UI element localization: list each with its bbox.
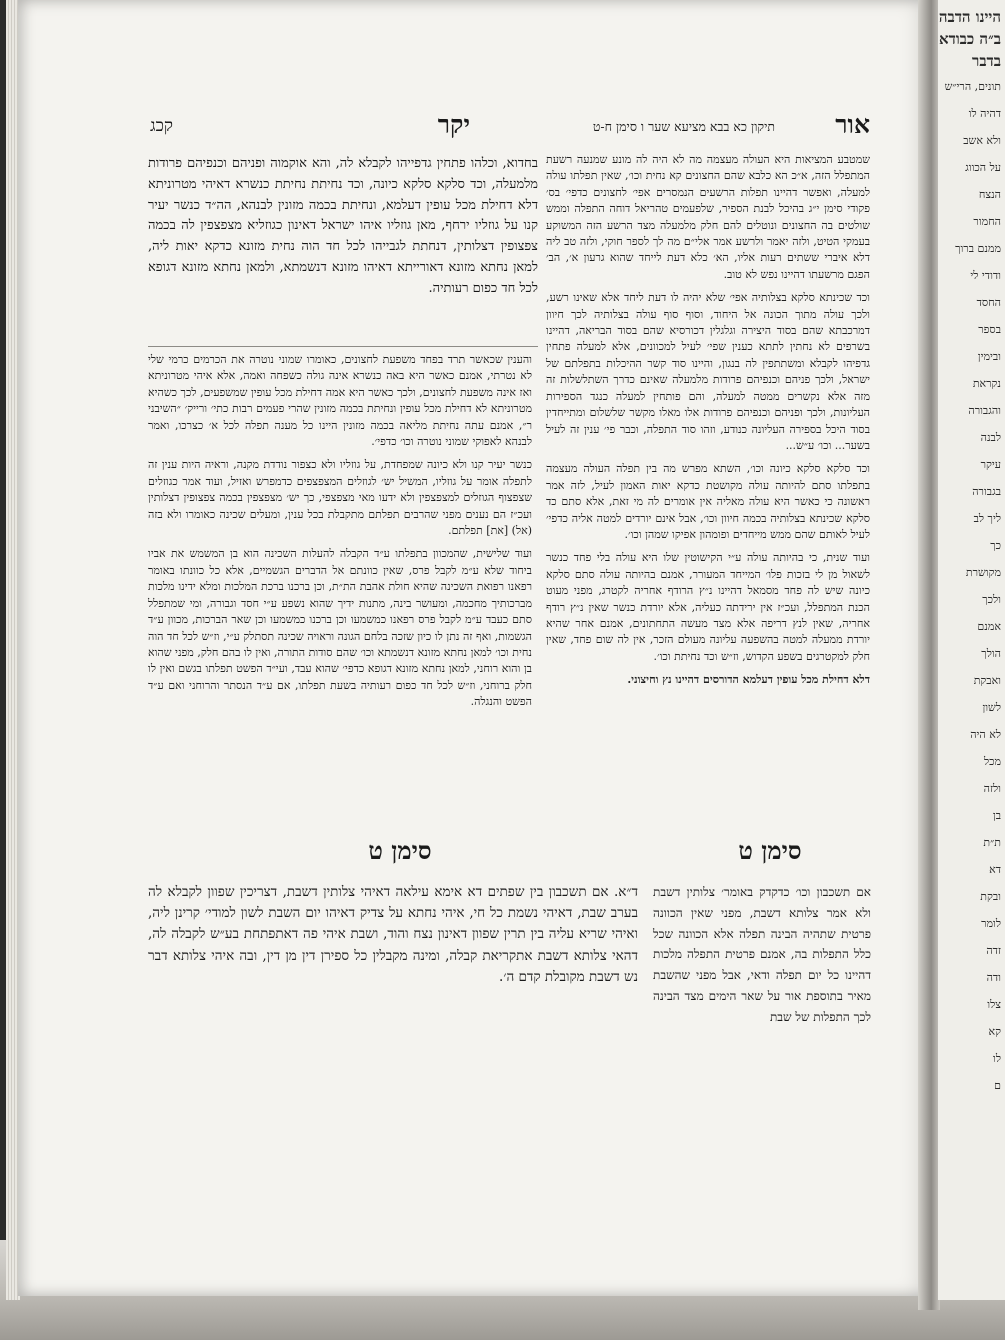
right-page-text-fragment: הנצח <box>978 188 1001 201</box>
right-page-text-fragment: לא היה <box>970 728 1001 741</box>
right-page-text-fragment: ודודי לי <box>970 269 1001 282</box>
right-page-text-fragment: בספר <box>978 323 1001 336</box>
page-header <box>150 112 870 146</box>
right-page-text-fragment: ובקת <box>980 890 1001 903</box>
right-page-text-fragment: הולך <box>981 647 1001 660</box>
right-page-text-fragment: עיקר <box>980 458 1001 471</box>
right-page-text-fragment: בן <box>992 809 1001 822</box>
commentary-paragraph: דלא דחילת מכל עופין דעלמא הדורסים דהיינו נץ וחיצוני. <box>627 673 870 687</box>
commentary-paragraph: כנשר יעיר קנו ולא כיונה שמפחדת, על גוזליו ולא כצפור נודדת מקנה, וראיה היות ענין זה לתפלה אומר על גוזליו, המשיל יש׳ לגוזלים המצפצפים כדמפרש ואזיל, ועוד אמר כגוזלים שצפצוף הגוזלים למצפצפין ולא ידעו מאי מצפצפי, כך יש׳ מצפצפין בכמה צפצופין דצלותין ועכ״ז הם נענים מפני שהרבים תפלתם מתקבלת בכל ענין, ומעלים שכינה כאומרו ולא בזה (אל) [את] תפלתם. <box>148 458 532 538</box>
commentary-paragraph: וכד שכינתא סלקא בצלותיה אפי׳ שלא יהיה לו דעת ליחד אלא שאינו רשע, ולכך עולה מתוך הכונה אל היחוד, וסוף סוף עולה בצלותיה לכך חיוון דמרכבתא שהם בסוד היצירה וגלגלין דכורסיא שהם בסוד הבריאה, דהיינו בשרפים לא נחתין לתתא כענין שפי׳ לעיל למכוונים, אלא למעלה פתחין גדפיהו לקבלא ומשתתפין לה בנגון, והיינו סוד קשר ההיכלות בתפלתם של ישראל, ולכך פניהם וכנפיהם פרודות מלמעלה שאינם כדרך השתלשלות זה מזה אלא נקשרים ממטה למעלה, והם פותחין למעלה כנגד הספירות העליונות, ולכך ופניהם וכנפיהם פרודות אלו מאלו מקשר שלשלום ומתייחדין בסוד היכל בספירה העליונה כנודע, וזהו סוד התפלה, וכבר פי׳ ענין זה לעיל בשער... וכו׳ ע״ש... <box>546 291 870 452</box>
zohar-main-text: בחדוא, וכלהו פתחין גדפייהו לקבלא לה, והא אוקמוה ופניהם וכנפיהם פרודות מלמעלה, וכד סלקא סלקא כיונה, וכד נחיתת נחיתת כנשרא דאיהי מטרוניתא דלא דחילת מכל עופין דעלמא, ונחיתת בכמה מזונין לבנהא, הה״ד כנשר יעיר קנו על גוזליו ירחף, מאן גוזליו איהו ישראל דאינון כגוזליא מצפצפין לה בכמה צפצופין דצלותין, דנחתת לגבייהו לכל חד הוה נחית מזונא כדקא יאות ליה, למאן נחתא מזונא דאורייתא דאיהו מזונא דנשמתא, ולמאן נחתא מזונא דגופא לכל חד כפום רעותיה. <box>148 156 538 296</box>
right-page-text-fragment: לבנה <box>980 431 1001 444</box>
right-page-text-fragment: קא <box>988 1025 1001 1038</box>
right-page-text-fragment: והגבורה <box>968 404 1001 417</box>
commentary-paragraph: ועוד שנית, כי בהיותה עולה ע״י הקישוטין שלו היא עולה בלי פחד כנשר לשאול מן לי בזכות פלו׳ המייחד המעורר, אמנם בהיותה עולה סתם סלקא כיונה שיש לה פחד מסמאל דהיינו נ״ץ הרודף אחריה לקטרג, מפני מעוט הכנת המתפלל, ועכ״ז אין ירידתה כעליה, אלא יורדת כנשר שאין נ״ץ רודף אחריה, שאין לנץ דריפה אלא מצד מעשה התחתונים, אמנם אחר שהיא יורדת ממעלה למטה בהשפעה עליונה מעולם הזכר, אין לה שום פחד, שאין חלק למקטרגים בשפע הקדוש, וז״ש וכד נחיתת וכו׳. <box>546 551 870 663</box>
right-page-text-fragment: תונים, הרי״ש <box>944 80 1001 93</box>
section-heading-left: סימן ט <box>368 836 432 865</box>
commentary-bottom-text: אם תשכבון וכו׳ כדקדק באומר׳ צלותין דשבת ולא אמר צלותא דשבת, מפני שאין הכוונה פרטית שתהיה הבינה תפלה אלא הכוונה שכל כלל התפלות בה, אמנם פרטית התפלה מלכות דהיינו כל יום תפלה ודאי, אבל מפני שהשבת מאיר בתוספת אור על שאר הימים מצד הבינה לכך התפלות של שבת <box>653 885 871 1024</box>
right-page-text-fragment: ואבקת <box>973 674 1001 687</box>
header-title-or: אור <box>835 110 870 139</box>
right-page-text-fragment: ולכך <box>982 593 1001 606</box>
right-page-text-fragment: מקושרת <box>965 566 1001 579</box>
right-page-text-fragment: ודה <box>986 971 1001 984</box>
right-page-text-fragment: כך <box>990 539 1001 552</box>
divider-main-text <box>148 346 538 347</box>
header-section-reference: תיקון כא בבא מציעא שער ו סימן ח-ט <box>592 119 775 134</box>
right-page-text-fragment: לו <box>993 1052 1001 1065</box>
book-gutter <box>918 0 940 1310</box>
right-page-fragment <box>938 0 1005 1300</box>
commentary-column-right <box>546 152 870 696</box>
right-page-text-fragment: על הכווג <box>965 161 1001 174</box>
right-page-text-fragment: ולא אשב <box>963 134 1001 147</box>
right-page-text-fragment: זדה <box>986 944 1001 957</box>
right-page-text-fragment: בדבר <box>971 52 1001 70</box>
right-page-text-fragment: בגבורה <box>972 485 1001 498</box>
right-page-text-fragment: לשון <box>982 701 1001 714</box>
commentary-paragraph: והענין שכאשר תרד בפחד משפעת לחצונים, כאומרו שמוני נוטרה את הכרמים כרמי שלי לא נטרתי, אמנם כאשר היא באה כנשרא אינה גולה כשפחה ואמה, אלא איהי מטרוניתא ואז אינה משפעת לחצונים, ולכך כאשר היא אמה דחילת מכל עופין שמשפעים, לכך כשהיא מטרוניתא לא דחילת מכל עופין ונחיתת בכמה מזונין שהרי פעמים רבות כתי׳ ורייק׳ ״השיבני ר״, אמנם עתה נחיתת מליאה בכמה מזונין היינו כל מענה תפלה לכל א׳ כצרכו, ואמר לבנהא לאפוקי שמוני נוטרה וכו׳ כדפי׳. <box>148 353 532 449</box>
right-page-text-fragment: ב״ה כבודא <box>938 30 1001 48</box>
right-page-text-fragment: ולזה <box>983 782 1001 795</box>
right-page-text-fragment: החמור <box>973 215 1001 228</box>
right-page-text-fragment: ת״ת <box>983 836 1001 849</box>
right-page-text-fragment: ם <box>994 1079 1001 1092</box>
page-number: קכג <box>150 116 174 136</box>
zohar-bottom-text: ד״א. אם תשכבון בין שפתים דא אימא עילאה דאיהי צלותין דשבת, דצריכין שפוון לקבלא לה בערב שבת, דאיהי נשמת כל חי, איהי נחתא על צדיק דאיהו יום השבת לשון למודי׳ קרינן ליה, ואיהי שריא עליה בין תרין שפוון דאינון נצח והוד, ושבת איהי פה דאתפתחת בע״ש לקבלה לה, דהאי צלותא דשבת אתקריאת קבלה, ומינה מקבלין כל ספירן דין מן דין, ובה איהי צלותא דבר נש דשבת מקובלת קדם ה׳. <box>148 884 638 985</box>
right-page-text-fragment: צלו <box>987 998 1001 1011</box>
right-page-text-fragment: נקראת <box>972 377 1001 390</box>
right-page-text-fragment: היינו הדבה <box>938 8 1001 26</box>
right-page-text-fragment: ממנם ברוך <box>955 242 1001 255</box>
right-page-text-fragment: החסד <box>976 296 1001 309</box>
right-page-text-fragment: ליך לב <box>973 512 1001 525</box>
header-title-yakar: יקר <box>437 110 470 139</box>
commentary-paragraph: שמטבע המציאות היא העולה מעצמה מה לא היה לה מונע שמנעה רשעת המתפלל הזה, א״כ הא כלבא שהם החצונים קא נחית וכו׳, שאין תפלתו עולה למעלה, ואפשר דהיינו תפלות הרשעים הנמסרים אפי׳ לחצונים כדפי׳ בס׳ פקודי סימן י״ג בהיכל לבנת הספיר, שלפעמים טהריאל דוחה התפלה וממש שולטים בה החצונים ונוטלים להם חלק מלמעלה מצד הרשע הזה המשוקע בעמקי הטיט, ולזה יאמר ולרשע אמר אלי״ם מה לך לספר חוקי, ולזה טב ליה דלא איברי ששתים רעות אליו, הא׳ כלא דעת לייחד שהוא גרעון א׳, הב׳ הפגם מרשעתו דהיינו נפש לא טוב. <box>546 153 870 281</box>
commentary-paragraph: ועוד שלישית, שהמכוון בתפלתו ע״ד הקבלה להעלות השכינה הוא בן המשמש את אביו ביחוד שלא ע״מ לקבל פרס, שאין כוונתם אל הדברים הגשמיים, אלא כל כוונתו באומר רפאנו רפואת השכינה שהיא חולת אהבת הת״ת, וכן ברכנו ברכת המלכות ומלא ידינו מלכות מברכותיך מחכמה, ומעושר בינה, מתנות ידיך שהוא נשפע ע״י חסד וגבורה, ומי שמתפלל סתם כעבד ע״מ לקבל פרס רפאנו כמשמעו וכן ברכנו כמשמעו וכן שאר הברכות, מכוון ע״ד הגשמות, ואף זה נתן לו כיון שזכה בלחם הגונה וראויה שכינה תסתלק ע״י, וז״ש לכל חד הוה נחית וכו׳ למאן נחתא מזונא דנשמתא וכו׳ שהם סודות התורה, ואין לו בהם חלק, מפני שהוא בן והוא רוחני, למאן נחתא מזונא דגופא כדפי׳ שהוא עבד, ועי״ד הפשט תפלתו בגשם ואין לו חלק ברוחני, וז״ש לכל חד כפום רעותיה בשעת תפלתו, אם ע״ד הנסתר והרוחני ואם ע״ד הפשט והנגלה. <box>148 547 532 709</box>
right-page-text-fragment: דהיה לו <box>968 107 1001 120</box>
commentary-paragraph: וכד סלקא סלקא כיונה וכו׳, השתא מפרש מה בין תפלה העולה מעצמה בתפלתו סתם להיותה עולה מקושטת כדקא יאות האמון לעיל, לזה אמר ראשונה כי כאשר היא עולה מאליה אין אומרים לה מי זאת, אלא סתם כד סלקא שכינתא בצלותיה בכמה חיוון וכו׳, אבל אינם יורדים למטה אליה כדפי׳ לעיל לאותם שהם ממש מייחדים ופומהון אפיקו שמהן וכו׳. <box>546 462 870 541</box>
right-page-text-fragment: מכל <box>983 755 1001 768</box>
commentary-column-left <box>148 352 532 718</box>
right-page-text-fragment: לומר <box>981 917 1001 930</box>
right-page-text-fragment: ובימין <box>977 350 1001 363</box>
right-page-text-fragment: אמנם <box>977 620 1001 633</box>
right-page-text-fragment: דא <box>989 863 1001 876</box>
section-heading-right: סימן ט <box>738 836 802 865</box>
